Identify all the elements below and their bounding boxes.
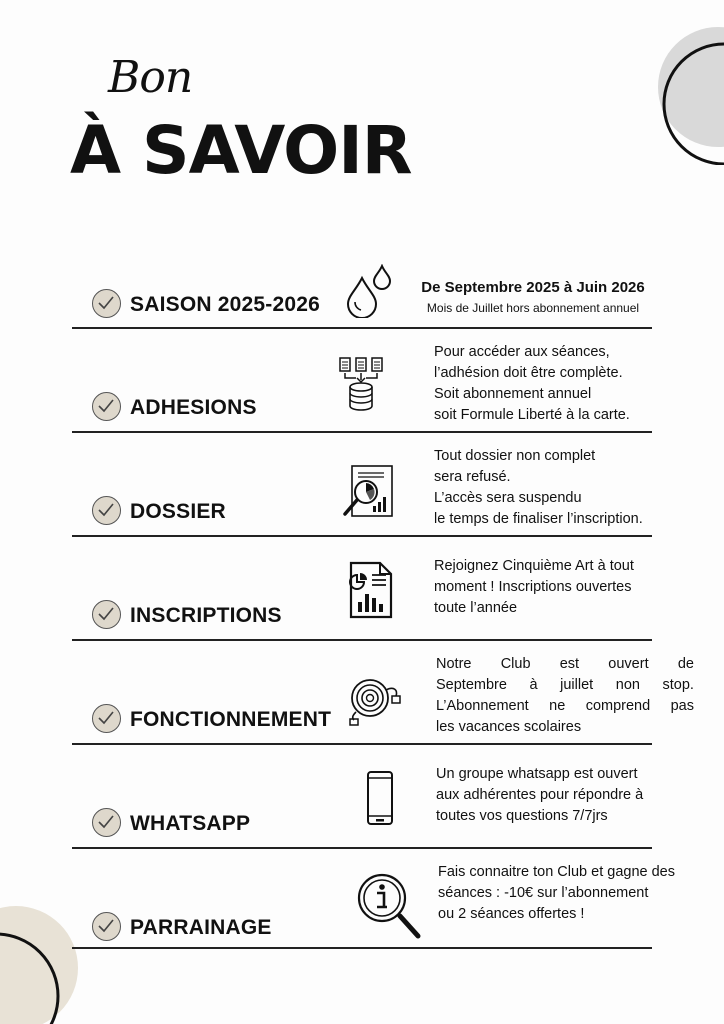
- desc-line: l’adhésion doit être complète.: [434, 365, 623, 381]
- page-title: À SAVOIR: [70, 112, 412, 189]
- smartphone-icon: [366, 770, 394, 831]
- divider: [72, 535, 652, 537]
- desc-line: Fais connaitre ton Club et gagne des: [438, 864, 675, 880]
- desc-line: sera refusé.: [434, 469, 511, 485]
- documents-database-icon: [338, 356, 384, 417]
- check-icon: [92, 704, 121, 733]
- info-row-saison: [72, 262, 652, 330]
- row-label: SAISON 2025-2026: [130, 293, 320, 316]
- desc-line: aux adhérentes pour répondre à: [436, 787, 644, 803]
- divider: [72, 947, 652, 949]
- desc-line: Rejoignez Cinquième Art à tout: [434, 558, 634, 574]
- row-label: ADHESIONS: [130, 396, 257, 419]
- row-label: PARRAINAGE: [130, 916, 272, 939]
- divider: [72, 431, 652, 433]
- divider: [72, 847, 652, 849]
- check-icon: [92, 392, 121, 421]
- row-label: INSCRIPTIONS: [130, 604, 282, 627]
- divider: [72, 743, 652, 745]
- row-label: WHATSAPP: [130, 812, 251, 835]
- row-label: FONCTIONNEMENT: [130, 708, 332, 731]
- info-row-whatsapp: [72, 746, 652, 850]
- info-row-parrainage: [72, 850, 675, 954]
- desc-line: les vacances scolaires: [436, 719, 582, 735]
- row-label: DOSSIER: [130, 500, 226, 523]
- season-note: Mois de Juillet hors abonnement annuel: [426, 301, 640, 315]
- info-magnifier-icon: [356, 872, 424, 947]
- desc-line: séances : -10€ sur l’abonnement: [438, 885, 649, 901]
- desc-line: Notre Club est ouvert de: [436, 656, 694, 672]
- desc-line: toute l’année: [434, 600, 518, 616]
- title-script-word: Bon: [108, 52, 193, 103]
- report-magnifier-icon: [340, 464, 396, 525]
- desc-line: le temps de finaliser l’inscription.: [434, 511, 643, 527]
- desc-line: Soit abonnement annuel: [434, 386, 592, 402]
- water-drops-icon: [344, 264, 394, 323]
- info-row-inscriptions: [72, 538, 652, 642]
- check-icon: [92, 289, 121, 318]
- desc-line: toutes vos questions 7/7jrs: [436, 808, 608, 824]
- desc-line: Septembre à juillet non stop.: [436, 677, 694, 693]
- check-icon: [92, 808, 121, 837]
- report-chart-icon: [348, 560, 394, 625]
- season-dates: De Septembre 2025 à Juin 2026: [421, 279, 645, 296]
- divider: [72, 639, 652, 641]
- desc-line: Tout dossier non complet: [434, 448, 596, 464]
- info-row-dossier: [72, 434, 652, 538]
- info-row-fonctionnement: [72, 642, 694, 746]
- check-icon: [92, 600, 121, 629]
- check-icon: [92, 496, 121, 525]
- desc-line: L’Abonnement ne comprend pas: [436, 698, 694, 714]
- divider: [72, 327, 652, 329]
- desc-line: Pour accéder aux séances,: [434, 344, 610, 360]
- check-icon: [92, 912, 121, 941]
- desc-line: ou 2 séances offertes !: [438, 906, 585, 922]
- desc-line: moment ! Inscriptions ouvertes: [434, 579, 632, 595]
- decorative-circle-top-right: [640, 20, 724, 165]
- desc-line: L’accès sera suspendu: [434, 490, 582, 506]
- info-row-adhesions: [72, 330, 652, 434]
- desc-line: soit Formule Liberté à la carte.: [434, 407, 630, 423]
- cable-icon: [346, 676, 404, 731]
- desc-line: Un groupe whatsapp est ouvert: [436, 766, 638, 782]
